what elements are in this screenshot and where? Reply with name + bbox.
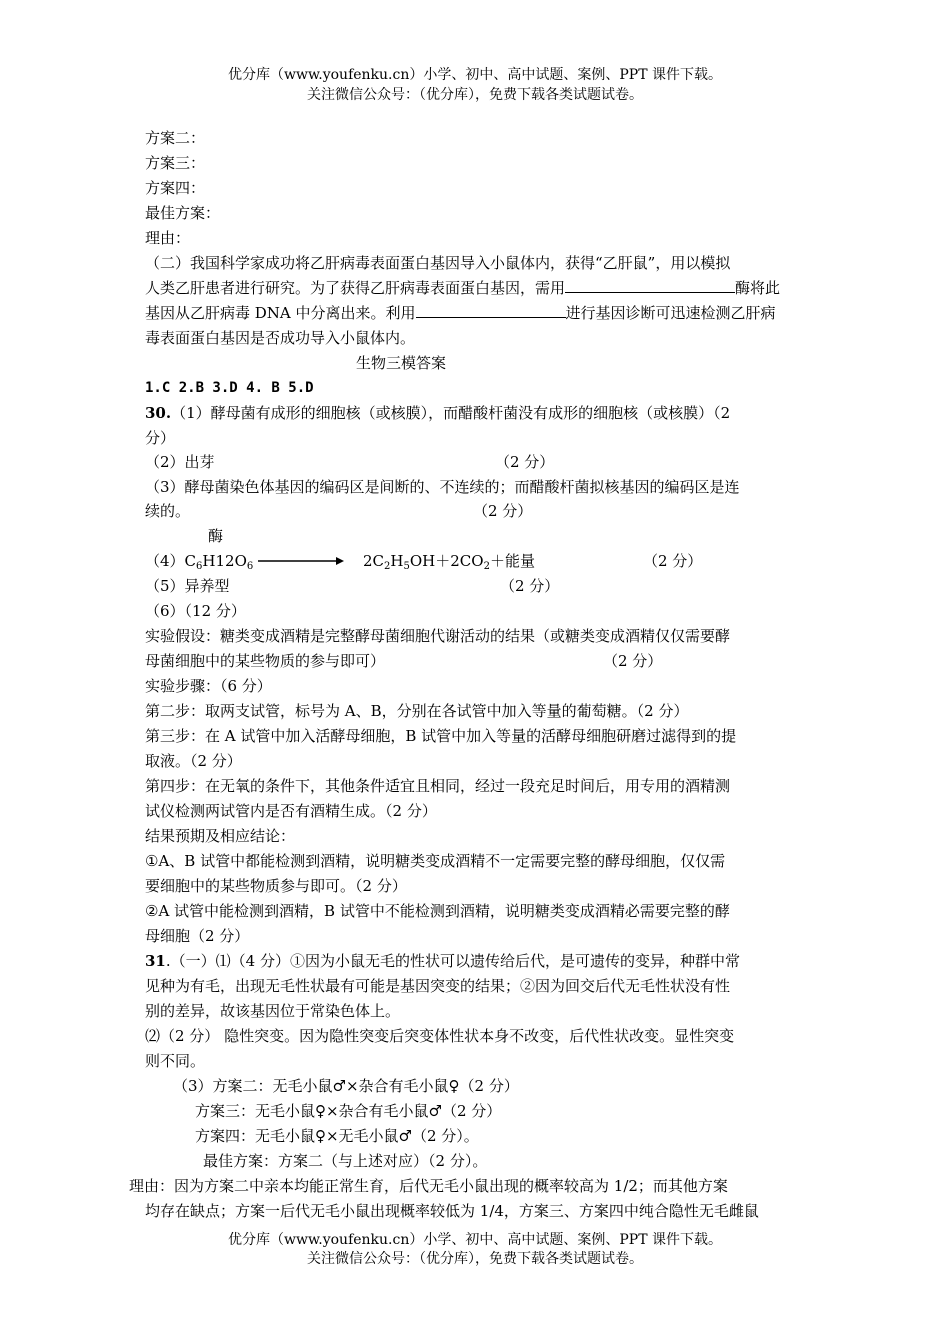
step-four-line1: 第四步：在无氧的条件下，其他条件适宜且相同，经过一段充足时间后，用专用的酒精测 — [145, 777, 731, 795]
page-footer-line1: 优分库（www.youfenku.cn）小学、初中、高中试题、案例、PPT 课件下载。 — [227, 1232, 722, 1248]
best-plan-label: 最佳方案： — [145, 204, 221, 222]
q31-line2: 见种为有毛，出现无毛性状最有可能是基因突变的结果；②因为回交后代无毛性状没有性 — [145, 977, 731, 995]
q30-number: 30. — [145, 404, 172, 422]
q30-part4-reactant: $(4)C_6H12O_6$ — [145, 552, 254, 572]
q30-part3: （3）酵母菌染色体基因的编码区是间断的、不连续的；而醋酸杆菌拟核基因的编码区是连 — [145, 478, 740, 496]
result-two-line2: 母细胞（2 分） — [145, 927, 250, 945]
q30-part1-text: （1）酵母菌有成形的细胞核（或核膜），而醋酸杆菌没有成形的细胞核（或核膜）（2 — [171, 404, 731, 422]
plan-three-label: 方案三： — [145, 154, 206, 172]
q31-line1-text: .（一）⑴（4 分）①因为小鼠无毛的性状可以遗传给后代，是可遗传的变异，种群中常 — [165, 952, 740, 970]
steps-heading: 实验步骤：（6 分） — [145, 677, 272, 695]
q31-line5: 则不同。 — [145, 1052, 206, 1070]
q30-part4-prefix: （4）C — [145, 552, 197, 570]
hypothesis-line1: 实验假设：糖类变成酒精是完整酵母菌细胞代谢活动的结果（或糖类变成酒精仅仅需要酵 — [145, 627, 731, 645]
answers-title: 生物三模答案 — [356, 354, 447, 372]
q2-line2 — [145, 278, 780, 298]
diagnosis-answer-blank[interactable] — [416, 303, 566, 318]
q31-best-plan: 最佳方案：方案二（与上述对应）（2 分）。 — [203, 1152, 488, 1170]
q30-part4-product: $2C_2H_5OH+2CO_2+$能量 — [363, 552, 535, 572]
results-heading: 结果预期及相应结论： — [145, 827, 296, 845]
q30-part6: （6）（12 分） — [145, 602, 246, 620]
page-footer-line2: 关注微信公众号：（优分库），免费下载各类试题试卷。 — [307, 1251, 643, 1267]
q31-line3: 别的差异，故该基因位于常染色体上。 — [145, 1002, 401, 1020]
reaction-arrow-icon — [258, 556, 344, 566]
q31-reason-line2: 均存在缺点；方案一后代无毛小鼠出现概率较低为 1/4，方案三、方案四中纯合隐性无毛雌鼠 — [145, 1202, 759, 1220]
q30-part3-score: （2 分） — [473, 502, 533, 520]
result-one-line2: 要细胞中的某些物质参与即可。（2 分） — [145, 877, 407, 895]
q31-plan-two: （3）方案二：无毛小鼠♂×杂合有毛小鼠♀（2 分） — [173, 1077, 519, 1095]
enzyme-label: 酶 — [208, 527, 224, 545]
q31-line4: ⑵（2 分） 隐性突变。因为隐性突变后突变体性状本身不改变，后代性状改变。显性突变 — [145, 1027, 735, 1045]
q30-part2-score: （2 分） — [495, 453, 555, 471]
hypothesis-line2: 母菌细胞中的某些物质的参与即可） — [145, 652, 386, 670]
q30-part4-score: （2 分） — [643, 552, 703, 570]
q2-line3-tail: 进行基因诊断可迅速检测乙肝病 — [565, 304, 776, 322]
q30-part4-formula: H12O — [202, 552, 247, 570]
q30-part5: （5）异养型 — [145, 577, 230, 595]
q31-line1 — [145, 951, 740, 971]
q2-line1: （二）我国科学家成功将乙肝病毒表面蛋白基因导入小鼠体内，获得“乙肝鼠”，用以模拟 — [145, 254, 731, 272]
step-three-line1: 第三步：在 A 试管中加入活酵母细胞，B 试管中加入等量的活酵母细胞研磨过滤得到的提 — [145, 727, 737, 745]
q30-part5-score: （2 分） — [500, 577, 560, 595]
product-ethanol-prefix: 2C — [363, 552, 385, 570]
plan-two-label: 方案二： — [145, 129, 206, 147]
q2-line4: 毒表面蛋白基因是否成功导入小鼠体内。 — [145, 329, 416, 347]
hypothesis-score: （2 分） — [603, 652, 663, 670]
product-energy: ＋能量 — [489, 552, 535, 570]
q30-part1-cont: 分） — [145, 429, 176, 447]
q2-line2-text: 人类乙肝患者进行研究。为了获得乙肝病毒表面蛋白基因，需用 — [145, 279, 566, 297]
q30-part2: （2）出芽 — [145, 453, 215, 471]
step-three-line2: 取液。（2 分） — [145, 752, 242, 770]
q2-line3 — [145, 303, 776, 323]
q2-line2-tail: 酶将此 — [735, 279, 781, 297]
result-one-line1: ①A、B 试管中都能检测到酒精，说明糖类变成酒精不一定需要完整的酵母细胞，仅仅需 — [145, 852, 726, 870]
q31-number: 31 — [145, 952, 166, 970]
q30-part1 — [145, 403, 730, 423]
result-two-line1: ②A 试管中能检测到酒精，B 试管中不能检测到酒精，说明糖类变成酒精必需要完整的酵 — [145, 902, 730, 920]
q31-reason-line1: 理由：因为方案二中亲本均能正常生育，后代无毛小鼠出现的概率较高为 1/2；而其他方案 — [129, 1177, 728, 1195]
q2-line3-text: 基因从乙肝病毒 DNA 中分离出来。利用 — [145, 304, 416, 322]
plan-four-label: 方案四： — [145, 179, 206, 197]
page-header-line2: 关注微信公众号：（优分库），免费下载各类试题试卷。 — [307, 87, 643, 103]
reason-label: 理由： — [145, 229, 191, 247]
enzyme-answer-blank[interactable] — [565, 278, 735, 293]
step-two: 第二步：取两支试管，标号为 A、B，分别在各试管中加入等量的葡萄糖。（2 分） — [145, 702, 689, 720]
q30-part3-cont: 续的。 — [145, 502, 191, 520]
multiple-choice-answers: 1.C 2.B 3.D 4. B 5.D — [145, 380, 314, 396]
step-four-line2: 试仪检测两试管内是否有酒精生成。（2 分） — [145, 802, 437, 820]
q31-plan-three: 方案三：无毛小鼠♀×杂合有毛小鼠♂（2 分） — [195, 1102, 502, 1120]
q31-plan-four: 方案四：无毛小鼠♀×无毛小鼠♂（2 分）。 — [195, 1127, 479, 1145]
product-co2: OH＋2CO — [409, 552, 484, 570]
page-header-line1: 优分库（www.youfenku.cn）小学、初中、高中试题、案例、PPT 课件下载。 — [227, 67, 722, 83]
